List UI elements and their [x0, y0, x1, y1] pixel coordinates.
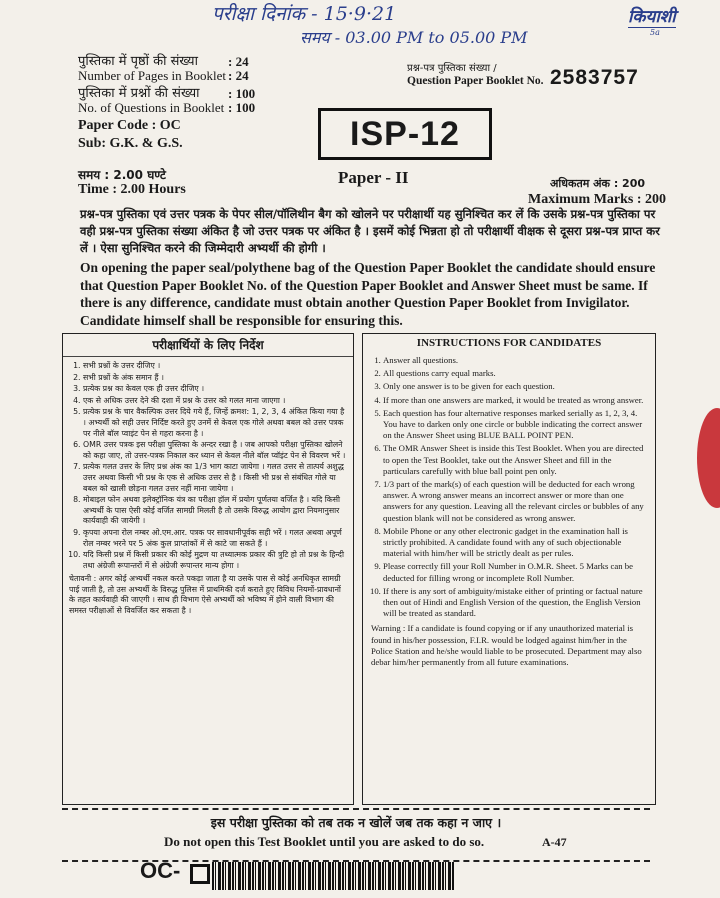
hindi-warning: चेतावनी : अगर कोई अभ्यर्थी नकल करते पकड़ा जाता है या उसके पास से कोई अनधिकृत सामग्री पाई जाती है, तो उस अभ्यर्थी के विरुद्ध पुलिस में प्राथमिकी दर्ज कराते हुए विविध नियमों-प्रावधानों के तहत कार्यवाही की जाएगी । साथ ही विभाग ऐसे अभ्यर्थी को भविष्य में होने वाली विभाग की समस्त परीक्षाओं से विवर्जित कर सकता है । [69, 574, 341, 616]
hindi-instruction: 5. प्रत्येक प्रश्न के चार वैकल्पिक उत्तर दिये गये हैं, जिन्हें क्रमश: 1, 2, 3, 4 अंकित किया गया है । अभ्यर्थी को सही उत्तर निर्दिष्ट करते हुए उनमें से केवल एक गोले अथवा बबल को उत्तर पत्रक पर नीले बॉल प्वाइंट पेन से गहरा करना है । [83, 407, 347, 439]
oc-code: OC- [140, 858, 181, 883]
paper-code: Paper Code : OC [78, 118, 181, 133]
do-not-open-box [62, 808, 650, 862]
english-warning: Warning : If a candidate is found copying or if any unauthorized material is found in his/her possession, F.I.R. would be lodged against him/her in the Police Station and he/she would liable to be prosecuted. Department may also debar him/her permanently from all future examinations. [371, 623, 642, 668]
marks-en: Maximum Marks : 200 [528, 192, 667, 207]
english-instruction: 1. Answer all questions. [383, 355, 649, 366]
questions-value-hi: : 100 [228, 86, 256, 101]
subject: Sub: G.K. & G.S. [78, 136, 183, 151]
hindi-instructions-panel [62, 333, 354, 805]
do-not-open-hi: इस परीक्षा पुस्तिका को तब तक न खोलें जब तक कहा न जाए । [210, 815, 502, 830]
instruction-notice [80, 206, 665, 329]
pages-label-en: Number of Pages in Booklet [78, 68, 227, 83]
english-instruction: 9. Please correctly fill your Roll Number in O.M.R. Sheet. 5 Marks can be deducted for filling wrong or incomplete Roll Number. [383, 561, 649, 583]
hindi-instruction: 9. कृपया अपना रोल नम्बर ओ.एम.आर. पत्रक पर सावधानीपूर्वक सही भरें । गलत अथवा अपूर्ण रोल नम्बर भरने पर 5 अंक कुल प्राप्तांकों में से काटे जा सकते हैं । [83, 528, 347, 549]
handwritten-date: परीक्षा दिनांक - 15·9·21 [212, 3, 397, 25]
hindi-instructions-title: परीक्षार्थियों के लिए निर्देश [63, 336, 353, 357]
time-hi: समय : 2.00 घण्टे [78, 168, 166, 182]
booklet-number: 2583757 [550, 66, 639, 89]
oc-box [190, 864, 210, 884]
questions-value-en: : 100 [228, 100, 256, 115]
english-instruction: 7. 1/3 part of the mark(s) of each question will be deducted for each wrong answer. A wrong answer means an incorrect answer or more than one answers for any question. Leaving all the relevant circles or bubbles of any question blank will not be considered as wrong answer. [383, 479, 649, 524]
english-instructions-panel [362, 333, 656, 805]
english-instruction: 3. Only one answer is to be given for each question. [383, 381, 649, 392]
confidential-stamp [697, 408, 720, 508]
hindi-instruction: 2. सभी प्रश्नों के अंक समान हैं । [83, 373, 347, 384]
paper-number: Paper - II [338, 168, 409, 187]
hindi-instruction: 3. प्रत्येक प्रश्न का केवल एक ही उत्तर दीजिए । [83, 384, 347, 395]
pages-label-hi: पुस्तिका में पृष्ठों की संख्या [78, 54, 198, 69]
handwritten-signature: कियाशी [628, 4, 676, 28]
marks-hi: अधिकतम अंक : 200 [550, 177, 646, 190]
pages-value-en: : 24 [228, 68, 249, 83]
hindi-instruction: 1. सभी प्रश्नों के उत्तर दीजिए । [83, 361, 347, 372]
pages-value-hi: : 24 [228, 54, 249, 69]
booklet-label-en: Question Paper Booklet No. [407, 75, 544, 87]
notice-hi: प्रश्न-पत्र पुस्तिका एवं उत्तर पत्रक के पेपर सील/पॉलिथीन बैग को खोलने पर परीक्षार्थी यह सुनिश्चित कर लें कि उसके प्रश्न-पत्र पुस्तिका पर वही प्रश्न-पत्र पुस्तिका संख्या अंकित है जो उत्तर पत्रक पर अंकित है । इसमें कोई भिन्नता हो तो परीक्षार्थी वीक्षक से दूसरा प्रश्न-पत्र प्राप्त कर लें । ऐसा सुनिश्चित करने की जिम्मेदारी अभ्यर्थी की होगी । [80, 207, 660, 255]
english-instruction: 10. If there is any sort of ambiguity/mistake either of printing or factual nature then out of Hindi and English Version of the question, the English Version will be treated as standard. [383, 586, 649, 620]
questions-label-en: No. of Questions in Booklet [78, 100, 225, 115]
english-instruction: 5. Each question has four alternative responses marked serially as 1, 2, 3, 4. You have to darken only one circle or bubble indicating the correct answer on the Answer Sheet using BLUE BALL POINT PEN. [383, 408, 649, 442]
notice-en: On opening the paper seal/polythene bag of the Question Paper Booklet the candidate should ensure that Question Paper Booklet No. of the Question Paper Booklet and Answer Sheet must be same. If there is any difference, candidate must obtain another Question Paper Booklet from Invigilator. Candidate himself shall be responsible for ensuring this. [80, 260, 656, 328]
hindi-instruction: 7. प्रत्येक गलत उत्तर के लिए प्रश्न अंक का 1/3 भाग काटा जायेगा । गलत उत्तर से तात्पर्य अशुद्ध उत्तर अथवा किसी भी प्रश्न के एक से अधिक उत्तर से है । किसी भी प्रश्न से संबंधित गोले या बबल को खाली छोड़ना गलत उत्तर नहीं माना जायेगा । [83, 462, 347, 494]
english-instruction: 8. Mobile Phone or any other electronic gadget in the examination hall is strictly prohibited. A candidate found with any of such objectionable material with him/her will be strictly dealt as per rules. [383, 526, 649, 560]
questions-label-hi: पुस्तिका में प्रश्नों की संख्या [78, 86, 200, 101]
handwritten-time: समय - 03.00 PM to 05.00 PM [300, 28, 528, 47]
booklet-label-hi: प्रश्न-पत्र पुस्तिका संख्या / [407, 63, 497, 74]
english-instructions-title: INSTRUCTIONS FOR CANDIDATES [416, 337, 602, 349]
do-not-open-en: Do not open this Test Booklet until you are asked to do so. [164, 834, 485, 849]
english-instructions-list [363, 355, 655, 619]
footer-code: A-47 [542, 835, 567, 849]
time-en: Time : 2.00 Hours [78, 182, 186, 197]
barcode [212, 862, 454, 890]
english-instruction: 4. If more than one answers are marked, it would be treated as wrong answer. [383, 395, 649, 406]
hindi-instruction: 6. OMR उत्तर पत्रक इस परीक्षा पुस्तिका के अन्दर रखा है । जब आपको परीक्षा पुस्तिका खोलने को कहा जाए, तो उत्तर-पत्रक निकाल कर ध्यान से केवल नीले बॉल प्वॉइंट पेन से विवरण भरें । [83, 440, 347, 461]
hindi-instructions-list [63, 361, 353, 571]
hindi-instruction: 10. यदि किसी प्रश्न में किसी प्रकार की कोई मुद्रण या तथ्यात्मक प्रकार की त्रुटि हो तो प्रश्न के हिन्दी तथा अंग्रेजी रूपान्तरों में से अंग्रेजी रूपान्तर मान्य होगा । [83, 550, 347, 571]
english-instruction: 2. All questions carry equal marks. [383, 368, 649, 379]
hindi-instruction: 4. एक से अधिक उत्तर देने की दशा में प्रश्न के उत्तर को गलत माना जाएगा । [83, 396, 347, 407]
signature-note: 5a [650, 28, 660, 37]
english-instruction: 6. The OMR Answer Sheet is inside this Test Booklet. When you are directed to open the Test Booklet, take out the Answer Sheet and fill in the particulars carefully with blue ball point pen only. [383, 443, 649, 477]
hindi-instruction: 8. मोबाइल फोन अथवा इलेक्ट्रॉनिक यंत्र का परीक्षा हॉल में प्रयोग पूर्णतया वर्जित है । यदि किसी अभ्यर्थी के पास ऐसी कोई वर्जित सामग्री मिलती है तो उसके विरुद्ध आयोग द्वारा नियमानुसार कार्यवाही की जायेगी । [83, 495, 347, 527]
exam-code-box: ISP-12 [318, 108, 492, 160]
